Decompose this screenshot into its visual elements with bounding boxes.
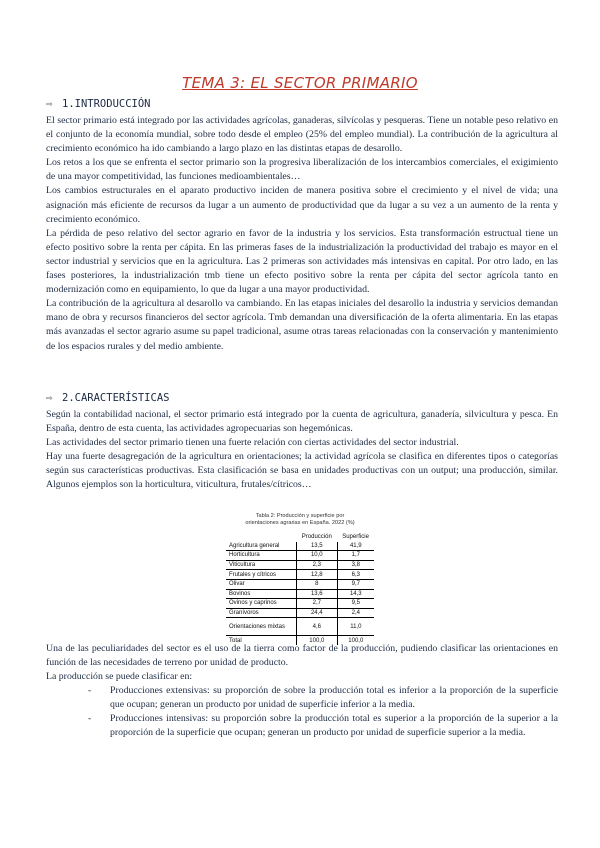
list-item bbox=[46, 712, 558, 740]
list-item-text: Producciones intensivas: su proporción sobre la producción total es superior a la proporción de la superior a la proporción de la superficie que ocupan; generan un producto por unidad de superficie superior a la media. bbox=[110, 713, 558, 739]
header-empty bbox=[226, 533, 297, 542]
section-heading-caracteristicas bbox=[46, 392, 169, 404]
table-row bbox=[226, 570, 374, 580]
table-row bbox=[226, 589, 374, 599]
header-production: Producción bbox=[301, 534, 332, 541]
production-value: 24,4 bbox=[297, 608, 338, 618]
surface-value: 41,9 bbox=[337, 542, 374, 551]
table-row bbox=[226, 542, 374, 551]
table-row bbox=[226, 608, 374, 618]
caption-line: orientaciones agrarias en España. 2022 (%) bbox=[245, 520, 355, 526]
production-value: 8 bbox=[297, 579, 338, 589]
section-heading-text: 1.INTRODUCCIÓN bbox=[62, 98, 151, 110]
row-label: Olivar bbox=[226, 579, 297, 589]
post-table-body bbox=[46, 642, 558, 684]
surface-value: 1,7 bbox=[337, 551, 374, 561]
production-surface-table bbox=[226, 533, 374, 645]
production-value: 100,0 bbox=[297, 636, 338, 645]
table-row bbox=[226, 618, 374, 636]
surface-value: 100,0 bbox=[337, 636, 374, 645]
table-header-row bbox=[226, 533, 374, 542]
paragraph: La contribución de la agricultura al desarollo va cambiando. En las etapas iniciales del desarollo la industria y servicios demandan mano de obra y recursos financieros del sector agrícola. Tmb demandan una diversificación de la oferta alimentaria. En las etapas más avanzadas el sector agrario asume su papel tradicional, asume otras tareas relacionadas con la conservación y mantenimiento de los espacios rurales y del medio ambiente. bbox=[46, 298, 558, 352]
row-label: Granívoros bbox=[226, 608, 297, 618]
table-row bbox=[226, 560, 374, 570]
paragraph: Según la contabilidad nacional, el sector primario está integrado por la cuenta de agricultura, ganadería, silvicultura y pesca. En España, dentro de esta cuenta, las actividades agropecuarias son hegemónicas. bbox=[46, 409, 558, 435]
paragraph: Las actividades del sector primario tienen una fuerte relación con ciertas actividades del sector industrial. bbox=[46, 437, 459, 449]
row-label: Bovinos bbox=[226, 589, 297, 599]
page-title: TEMA 3: EL SECTOR PRIMARIO bbox=[182, 74, 418, 92]
section-heading-introduccion bbox=[46, 98, 151, 110]
surface-value: 9,5 bbox=[337, 599, 374, 609]
production-value: 4,6 bbox=[297, 618, 338, 636]
paragraph: La pérdida de peso relativo del sector agrario en favor de la industria y los servicios. Esta transformación estructual tiene un efecto positivo sobre la renta per cápita. En las primeras fases de la industrialización la productividad del trabajo es mayor en el sector industrial y servicios que en la agricultura. Las 2 primeras son actividades más intensivas en capital. Por otro lado, en las fases posteriores, la industrialización tmb tiene un efecto positivo sobre la renta per cápita del sector agrícola tanto en modernización como en equipamiento, lo que da lugar a una mayor productividad. bbox=[46, 227, 558, 296]
paragraph: Hay una fuerte desagregación de la agricultura en orientaciones; la actividad agrícola se clasifica en diferentes tipos o categorías según sus características productivas. Esta clasificación se basa en unidades productivas con un output; una producción, similar. Algunos ejemplos son la horticultura, viticultura, frutales/cítricos… bbox=[46, 451, 558, 491]
production-value: 2,3 bbox=[297, 560, 338, 570]
surface-value: 14,3 bbox=[337, 589, 374, 599]
row-label: Horticultura bbox=[226, 551, 297, 561]
dash-bullet: - bbox=[88, 685, 92, 696]
production-types-list bbox=[46, 684, 558, 740]
production-value: 2,7 bbox=[297, 599, 338, 609]
production-value: 10,0 bbox=[297, 551, 338, 561]
table-row bbox=[226, 579, 374, 589]
row-label: Agricultura general bbox=[226, 542, 297, 551]
paragraph: La producción se puede clasificar en: bbox=[46, 671, 193, 683]
paragraph: Los retos a los que se enfrenta el sector primario son la progresiva liberalización de los intercambios comerciales, el exigimiento de una mayor competitividad, las funciones medioambientales… bbox=[46, 157, 558, 183]
dash-bullet: - bbox=[88, 713, 92, 725]
table-row bbox=[226, 551, 374, 561]
row-label: Orientaciones mixtas bbox=[226, 618, 297, 636]
section-characteristics-body bbox=[46, 408, 558, 493]
surface-value: 3,8 bbox=[337, 560, 374, 570]
row-label: Ovinos y caprinos bbox=[226, 599, 297, 609]
section-heading-text: 2.CARACTERÍSTICAS bbox=[62, 392, 170, 404]
paragraph: El sector primario está integrado por las actividades agrícolas, ganaderas, silvícolas y pesqueras. Tiene un notable peso relativo en el conjunto de la economía mundial, sobre todo desde el empleo (25% del empleo mundial). La contribución de la agricultura al crecimiento económico ha ido cambiando a largo plazo en las distintas etapas de desarollo. bbox=[46, 115, 558, 155]
surface-value: 9,7 bbox=[337, 579, 374, 589]
caption-line: Tabla 2: Producción y superficie por bbox=[255, 513, 345, 519]
paragraph: Una de las peculiaridades del sector es el uso de la tierra como factor de la producción, pudiendo clasificar las orientaciones en función de las necesidades de terreno por unidad de producto. bbox=[46, 643, 558, 669]
production-value: 13,6 bbox=[297, 589, 338, 599]
list-item bbox=[46, 684, 558, 712]
list-item-text: Producciones extensivas: su proporción de sobre la producción total es inferior a la proporción de la superficie que ocupan; generan un producto por unidad de superficie inferior a la media. bbox=[110, 685, 558, 711]
arrow-icon: ⇨ bbox=[46, 392, 53, 404]
surface-value: 2,4 bbox=[337, 608, 374, 618]
row-label: Frutales y cítricos bbox=[226, 570, 297, 580]
header-surface: Superficie bbox=[342, 534, 369, 541]
production-value: 13,5 bbox=[297, 542, 338, 551]
row-label: Viticultura bbox=[226, 560, 297, 570]
table-caption bbox=[226, 513, 374, 527]
production-value: 12,8 bbox=[297, 570, 338, 580]
surface-value: 6,3 bbox=[337, 570, 374, 580]
paragraph: Los cambios estructurales en el aparato productivo inciden de manera positiva sobre el crecimiento y el nivel de vida; una asignación más eficiente de recursos da lugar a un aumento de productividad que da lugar a su vez a un aumento de la renta y crecimiento económico. bbox=[46, 185, 558, 225]
table-row bbox=[226, 599, 374, 609]
arrow-icon: ⇨ bbox=[46, 98, 53, 110]
section-intro-body bbox=[46, 114, 558, 354]
surface-value: 11,0 bbox=[337, 618, 374, 636]
row-label: Total bbox=[229, 637, 242, 644]
